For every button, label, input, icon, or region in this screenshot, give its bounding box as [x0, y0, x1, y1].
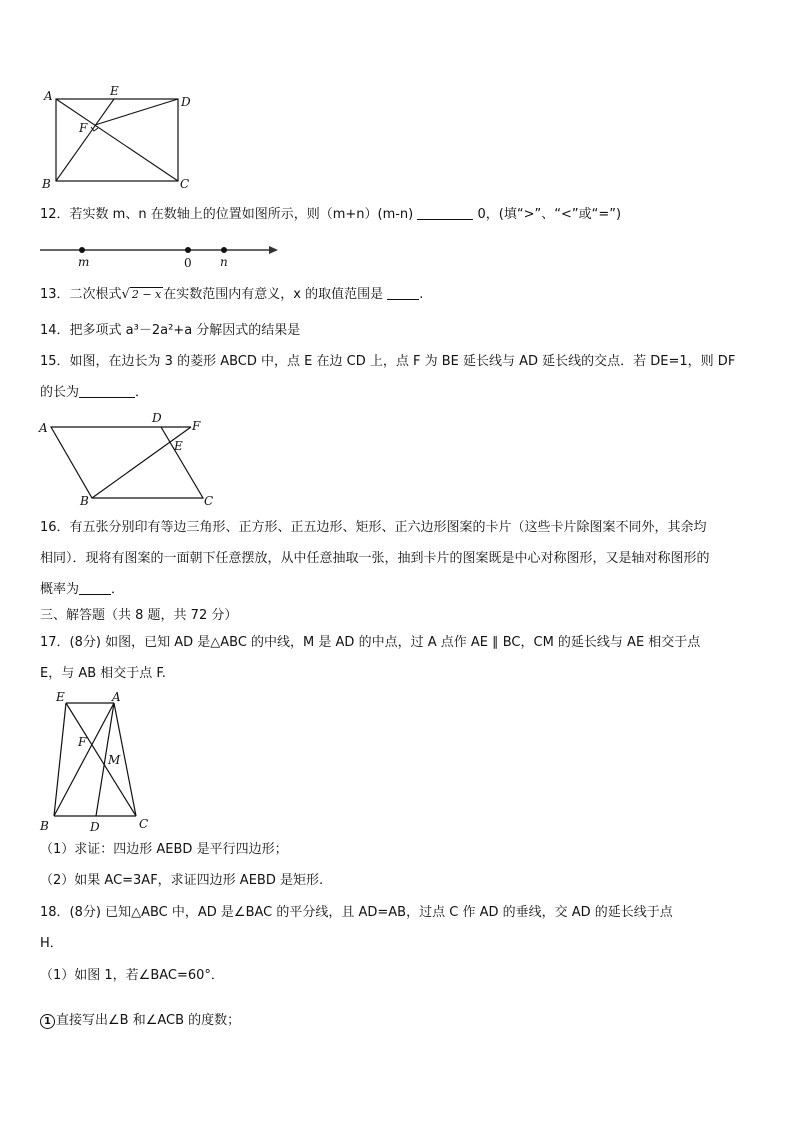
label-a: A	[39, 421, 48, 435]
question-13: 13．二次根式√ 2 − x 在实数范围内有意义，x 的取值范围是 .	[40, 287, 424, 302]
question-15-line-1: 15．如图，在边长为 3 的菱形 ABCD 中，点 E 在边 CD 上，点 F 为 BE 延长线与 AD 延长线的交点．若 DE=1，则 DF	[40, 354, 736, 369]
radical-expression: √ 2 − x	[121, 287, 162, 302]
question-16-line-1: 16．有五张分别印有等边三角形、正方形、正五边形、矩形、正六边形图案的卡片（这些卡片除图案不同外，其余均	[40, 520, 707, 535]
answer-blank-13	[387, 286, 419, 300]
question-18-line-1: 18．(8分) 已知△ABC 中，AD 是∠BAC 的平分线，且 AD=AB，过点 C 作 AD 的垂线，交 AD 的延长线于点	[40, 905, 673, 920]
label-f: F	[78, 735, 87, 749]
label-b: B	[40, 819, 49, 833]
label-a: A	[112, 690, 121, 704]
label-b: B	[42, 177, 51, 191]
axis-label-m: m	[78, 255, 90, 269]
figure-rhombus-abcd	[36, 410, 226, 510]
label-c: C	[180, 177, 190, 191]
label-d: D	[90, 820, 100, 834]
label-e: E	[56, 690, 65, 704]
label-b: B	[80, 494, 89, 508]
question-17-line-1: 17．(8分) 如图，已知 AD 是△ABC 的中线，M 是 AD 的中点，过 A 点作 AE ∥ BC，CM 的延长线与 AE 相交于点	[40, 635, 701, 650]
label-m: M	[108, 753, 121, 767]
question-18-line-2: H．	[40, 936, 63, 951]
answer-blank-12	[417, 206, 473, 220]
point-m	[79, 247, 85, 253]
question-16-line-2: 相同）．现将有图案的一面朝下任意摆放，从中任意抽取一张，抽到卡片的图案既是中心对称图形，又是轴对称图形的	[40, 551, 710, 566]
label-e: E	[174, 439, 183, 453]
question-18-part-1: （1）如图 1，若∠BAC=60°．	[40, 968, 224, 983]
answer-blank-16	[79, 581, 111, 595]
point-n	[221, 247, 227, 253]
point-0	[185, 247, 191, 253]
axis-label-n: n	[220, 255, 228, 269]
segment-eb	[54, 703, 66, 816]
axis-label-0: 0	[184, 256, 192, 270]
figure-quadrilateral-aebd	[36, 688, 166, 836]
label-d: D	[152, 411, 162, 425]
segment-bf	[92, 427, 191, 498]
label-c: C	[139, 817, 149, 831]
question-16-line-3: 概率为 ．	[40, 582, 125, 597]
question-18-sub-1: 1 直接写出∠B 和∠ACB 的度数；	[40, 1012, 240, 1030]
label-f: F	[79, 121, 88, 135]
question-12: 12．若实数 m、n 在数轴上的位置如图所示，则（m+n）(m-n) 0，(填“>”、“<”或“=”)	[40, 207, 622, 222]
label-d: D	[181, 95, 191, 109]
label-c: C	[204, 494, 214, 508]
answer-blank-15	[79, 384, 135, 398]
figure-rectangle-abcd	[38, 82, 198, 192]
question-17-part-1: （1）求证：四边形 AEBD 是平行四边形；	[40, 842, 288, 857]
number-line	[38, 240, 288, 270]
question-17-line-2: E，与 AB 相交于点 F.	[40, 666, 166, 681]
arrow-icon	[269, 246, 278, 254]
section-title: 三、解答题（共 8 题，共 72 分）	[40, 608, 238, 623]
question-17-part-2: （2）如果 AC=3AF，求证四边形 AEBD 是矩形.	[40, 873, 324, 888]
question-15-line-2: 的长为 ．	[40, 385, 149, 400]
label-a: A	[44, 89, 53, 103]
diagonal-ac	[56, 99, 178, 181]
segment-be	[56, 99, 114, 181]
label-f: F	[192, 419, 201, 433]
label-e: E	[110, 84, 119, 98]
rhombus-abcd	[51, 427, 203, 498]
question-14: 14．把多项式 a³－2a²+a 分解因式的结果是	[40, 323, 301, 338]
segment-fd	[95, 99, 178, 125]
circled-number-1: 1	[40, 1014, 55, 1029]
